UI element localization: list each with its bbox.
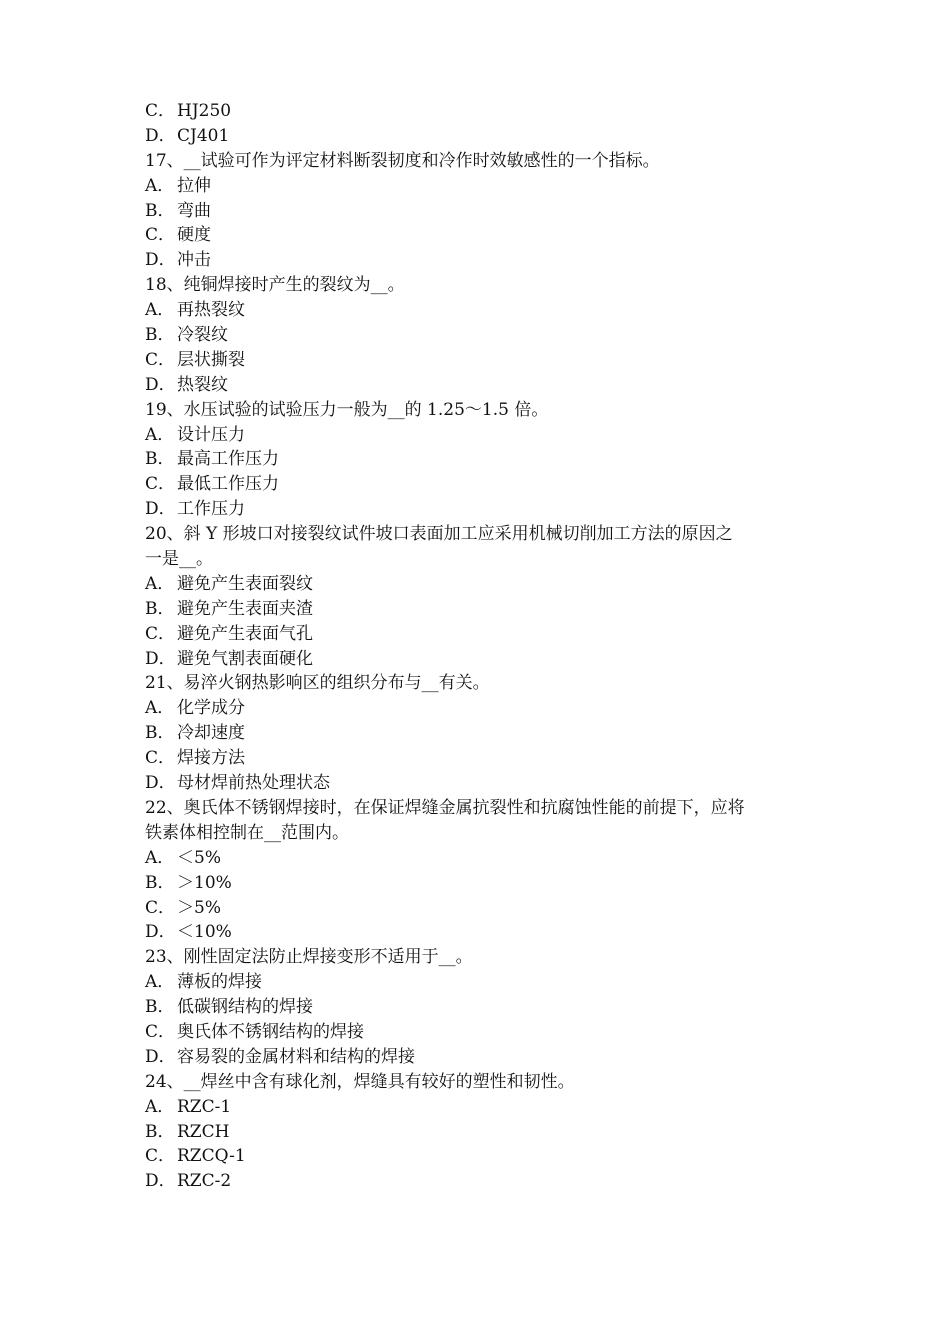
option-text: ＞5% bbox=[177, 897, 221, 918]
option-label: C． bbox=[145, 1021, 176, 1042]
option-label: C． bbox=[145, 748, 176, 769]
answer-option bbox=[145, 871, 815, 896]
question-text: 一是__。 bbox=[145, 549, 213, 570]
answer-option bbox=[145, 970, 815, 995]
option-label: C． bbox=[145, 225, 176, 246]
option-label: C． bbox=[145, 474, 176, 495]
option-label: D． bbox=[145, 499, 176, 520]
option-label: B． bbox=[145, 200, 175, 221]
option-label: B． bbox=[145, 872, 175, 893]
answer-option bbox=[145, 223, 815, 248]
answer-option bbox=[145, 124, 815, 149]
option-text: 奥氏体不锈钢结构的焊接 bbox=[177, 1021, 364, 1042]
option-label: D． bbox=[145, 1046, 176, 1067]
option-text: RZC-2 bbox=[177, 1171, 232, 1192]
option-text: ＜5% bbox=[177, 847, 221, 868]
option-text: 冷却速度 bbox=[177, 723, 245, 744]
answer-option bbox=[145, 373, 815, 398]
option-text: 再热裂纹 bbox=[177, 300, 245, 321]
answer-option bbox=[145, 647, 815, 672]
option-text: CJ401 bbox=[177, 125, 230, 146]
option-text: 低碳钢结构的焊接 bbox=[177, 997, 313, 1018]
option-label: A． bbox=[145, 847, 175, 868]
option-label: A． bbox=[145, 424, 175, 445]
question-text: 21、易淬火钢热影响区的组织分布与__有关。 bbox=[145, 673, 490, 694]
answer-option bbox=[145, 696, 815, 721]
option-text: 热裂纹 bbox=[177, 374, 228, 395]
option-text: 化学成分 bbox=[177, 698, 245, 719]
option-label: B． bbox=[145, 1121, 175, 1142]
option-label: A． bbox=[145, 698, 175, 719]
option-text: 硬度 bbox=[177, 225, 211, 246]
option-label: B． bbox=[145, 449, 175, 470]
answer-option bbox=[145, 1120, 815, 1145]
option-text: ＜10% bbox=[177, 922, 232, 943]
answer-option bbox=[145, 1095, 815, 1120]
answer-option bbox=[145, 995, 815, 1020]
option-text: 拉伸 bbox=[177, 175, 211, 196]
option-label: D． bbox=[145, 125, 176, 146]
answer-option bbox=[145, 771, 815, 796]
option-label: D． bbox=[145, 374, 176, 395]
option-label: B． bbox=[145, 325, 175, 346]
option-label: C． bbox=[145, 349, 176, 370]
option-text: RZC-1 bbox=[177, 1096, 232, 1117]
answer-option bbox=[145, 348, 815, 373]
answer-option bbox=[145, 423, 815, 448]
option-label: B． bbox=[145, 723, 175, 744]
option-label: A． bbox=[145, 972, 175, 993]
option-label: B． bbox=[145, 598, 175, 619]
answer-option bbox=[145, 746, 815, 771]
option-text: 避免气割表面硬化 bbox=[177, 648, 313, 669]
option-text: 焊接方法 bbox=[177, 748, 245, 769]
option-label: C． bbox=[145, 897, 176, 918]
answer-option bbox=[145, 572, 815, 597]
option-label: A． bbox=[145, 1096, 175, 1117]
answer-option bbox=[145, 472, 815, 497]
answer-option bbox=[145, 99, 815, 124]
option-label: C． bbox=[145, 101, 176, 121]
question-text: 铁素体相控制在__范围内。 bbox=[145, 822, 349, 843]
answer-option bbox=[145, 1169, 815, 1194]
option-label: A． bbox=[145, 573, 175, 594]
option-label: A． bbox=[145, 175, 175, 196]
answer-option bbox=[145, 597, 815, 622]
question-text: 24、__焊丝中含有球化剂，焊缝具有较好的塑性和韧性。 bbox=[145, 1071, 575, 1092]
answer-option bbox=[145, 896, 815, 921]
question-text: 23、刚性固定法防止焊接变形不适用于__。 bbox=[145, 947, 473, 968]
option-label: C． bbox=[145, 1146, 176, 1167]
option-label: A． bbox=[145, 300, 175, 321]
option-text: 最低工作压力 bbox=[177, 474, 279, 495]
option-text: 层状撕裂 bbox=[177, 349, 245, 370]
option-text: 冲击 bbox=[177, 250, 211, 271]
answer-option bbox=[145, 447, 815, 472]
answer-option bbox=[145, 1144, 815, 1169]
answer-option bbox=[145, 1020, 815, 1045]
question-text: 20、斜 Y 形坡口对接裂纹试件坡口表面加工应采用机械切削加工方法的原因之 bbox=[145, 524, 733, 545]
option-label: D． bbox=[145, 1171, 176, 1192]
answer-option bbox=[145, 199, 815, 224]
option-text: 避免产生表面裂纹 bbox=[177, 573, 313, 594]
option-text: ＞10% bbox=[177, 872, 232, 893]
question-text: 18、纯铜焊接时产生的裂纹为__。 bbox=[145, 275, 405, 296]
answer-option bbox=[145, 622, 815, 647]
option-text: 避免产生表面气孔 bbox=[177, 623, 313, 644]
question-text: 22、奥氏体不锈钢焊接时，在保证焊缝金属抗裂性和抗腐蚀性能的前提下，应将 bbox=[145, 797, 745, 818]
option-text: RZCH bbox=[177, 1121, 230, 1142]
answer-option bbox=[145, 298, 815, 323]
option-label: C． bbox=[145, 623, 176, 644]
option-text: HJ250 bbox=[177, 101, 232, 121]
option-text: 冷裂纹 bbox=[177, 325, 228, 346]
answer-option bbox=[145, 323, 815, 348]
answer-option bbox=[145, 846, 815, 871]
option-text: 母材焊前热处理状态 bbox=[177, 773, 330, 794]
document-body bbox=[145, 99, 815, 1194]
option-text: 薄板的焊接 bbox=[177, 972, 262, 993]
question-text: 17、__试验可作为评定材料断裂韧度和冷作时效敏感性的一个指标。 bbox=[145, 150, 660, 171]
answer-option bbox=[145, 248, 815, 273]
option-label: D． bbox=[145, 773, 176, 794]
option-text: 弯曲 bbox=[177, 200, 211, 221]
option-text: 最高工作压力 bbox=[177, 449, 279, 470]
option-label: D． bbox=[145, 648, 176, 669]
option-text: 避免产生表面夹渣 bbox=[177, 598, 313, 619]
answer-option bbox=[145, 497, 815, 522]
option-text: 容易裂的金属材料和结构的焊接 bbox=[177, 1046, 415, 1067]
option-label: D． bbox=[145, 922, 176, 943]
answer-option bbox=[145, 721, 815, 746]
option-label: D． bbox=[145, 250, 176, 271]
option-text: 设计压力 bbox=[177, 424, 245, 445]
question-text: 19、水压试验的试验压力一般为__的 1.25～1.5 倍。 bbox=[145, 399, 549, 420]
option-label: B． bbox=[145, 997, 175, 1018]
answer-option bbox=[145, 1045, 815, 1070]
answer-option bbox=[145, 174, 815, 199]
answer-option bbox=[145, 920, 815, 945]
option-text: RZCQ-1 bbox=[177, 1146, 246, 1167]
option-text: 工作压力 bbox=[177, 499, 245, 520]
